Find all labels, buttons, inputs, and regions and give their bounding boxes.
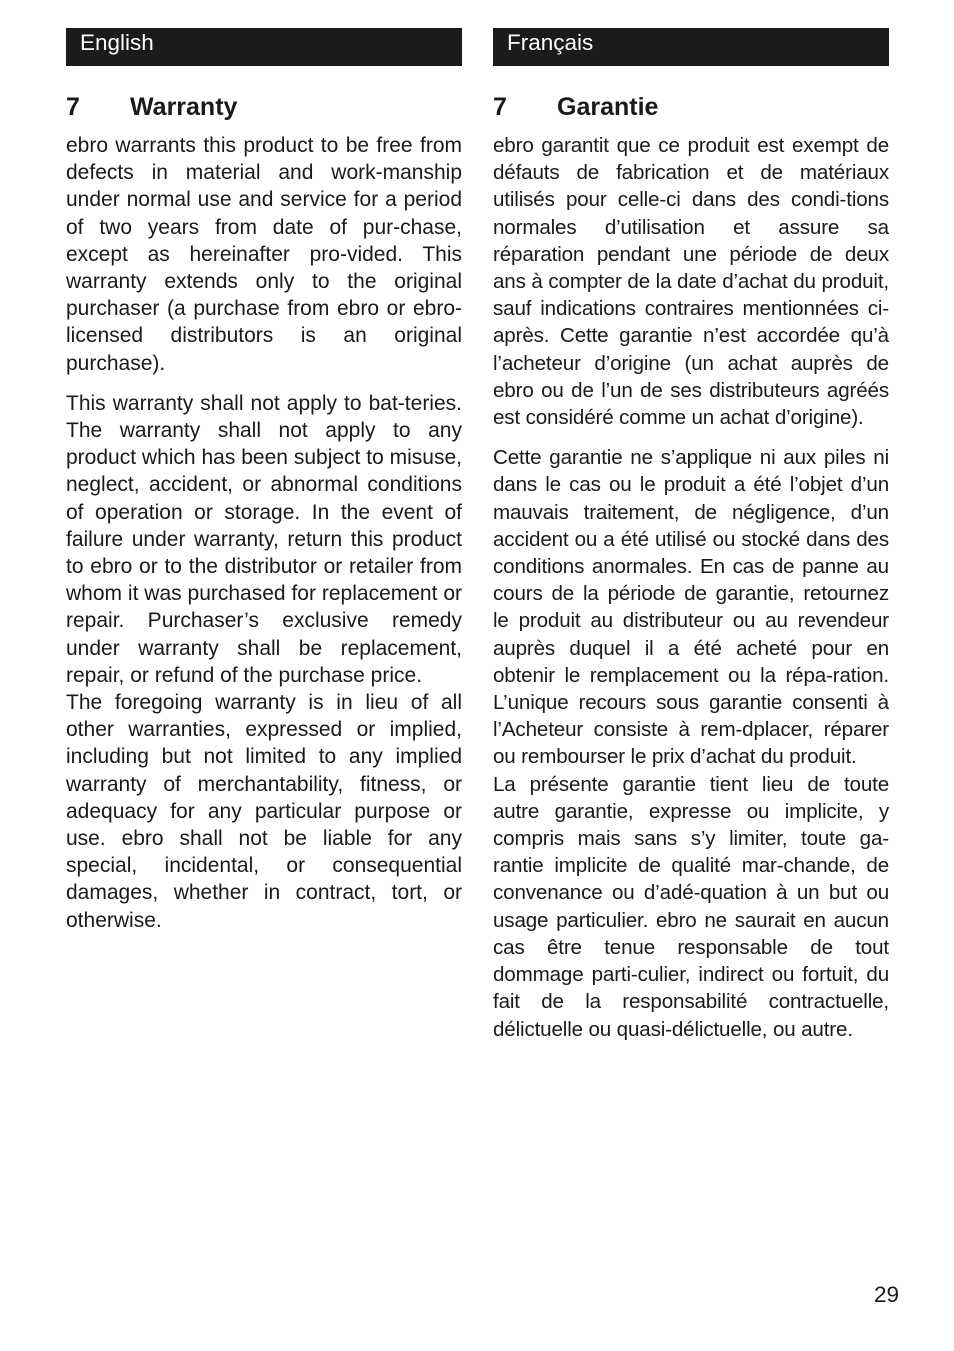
warranty-heading	[66, 92, 462, 122]
paragraph: The foregoing warranty is in lieu of all other warranties, expressed or implied, including but not limited to any implied warranty of merchantability, fitness, or adequacy for any particular purpose or use. ebro shall not be liable for any special, incidental, or consequential damages, whether in contract, tort, or otherwise.	[66, 691, 462, 932]
paragraph: ebro garantit que ce produit est exempt de défauts de fabrication et de matériaux utilisés pour celle-ci dans des condi-tions normales d’utilisation et assure sa réparation pendant une période de deux ans à compter de la date d’achat du produit, sauf indications contraires mentionnées ci-après. Cette garantie n’est accordée qu’à l’acheteur d’origine (un achat auprès de ebro ou de l’un de ses distributeurs agréés est considéré comme un achat d’origine).	[493, 134, 889, 430]
paragraph: ebro warrants this product to be free from defects in material and work-manship under normal use and service for a period of two years from date of pur-chase, except as hereinafter pro-vided. This warranty extends only to the original purchaser (a purchase from ebro or ebro-licensed distributors is an original purchase).	[66, 134, 462, 375]
english-column	[66, 28, 462, 934]
english-language-bar: English	[66, 28, 462, 66]
section-title: Warranty	[130, 93, 238, 121]
warranty-body	[66, 132, 462, 934]
page-number: 29	[874, 1282, 900, 1307]
paragraph: La présente garantie tient lieu de toute autre garantie, expresse ou implicite, y compris mais sans s’y limiter, toute ga-rantie implicite de qualité mar-chande, de convenance ou d’adé-quation à un but ou usage particulier. ebro ne saurait en aucun cas être tenue responsable de tout dommage parti-culier, indirect ou fortuit, du fait de la responsabilité contractuelle, délictuelle ou quasi-délictuelle, ou autre.	[493, 772, 889, 1041]
section-title: Garantie	[557, 93, 659, 121]
french-language-bar: Français	[493, 28, 889, 66]
paragraph: This warranty shall not apply to bat-teries. The warranty shall not apply to any product which has been subject to misuse, neglect, accident, or abnormal conditions of operation or storage. In the event of failure under warranty, return this product to ebro or to the distributor or retailer from whom it was purchased for replacement or repair. Purchaser’s exclusive remedy under warranty shall be replacement, repair, or refund of the purchase price.	[66, 391, 462, 687]
section-number: 7	[66, 93, 80, 121]
garantie-body	[493, 132, 889, 1043]
french-column	[493, 28, 889, 1043]
garantie-heading	[493, 92, 889, 122]
section-number: 7	[493, 93, 507, 121]
paragraph: Cette garantie ne s’applique ni aux piles ni dans le cas ou le produit a été l’objet d’un mauvais traitement, de négligence, d’un accident ou a été utilisé ou stocké dans des conditions anormales. En cas de panne au cours de la période de garantie, retournez le produit au distributeur ou au revendeur auprès duquel il a été acheté pour en obtenir le remplacement ou la répa-ration. L’unique recours sous garantie consenti à l’Acheteur consiste à rem-dplacer, réparer ou rembourser le prix d’achat du produit.	[493, 446, 889, 769]
